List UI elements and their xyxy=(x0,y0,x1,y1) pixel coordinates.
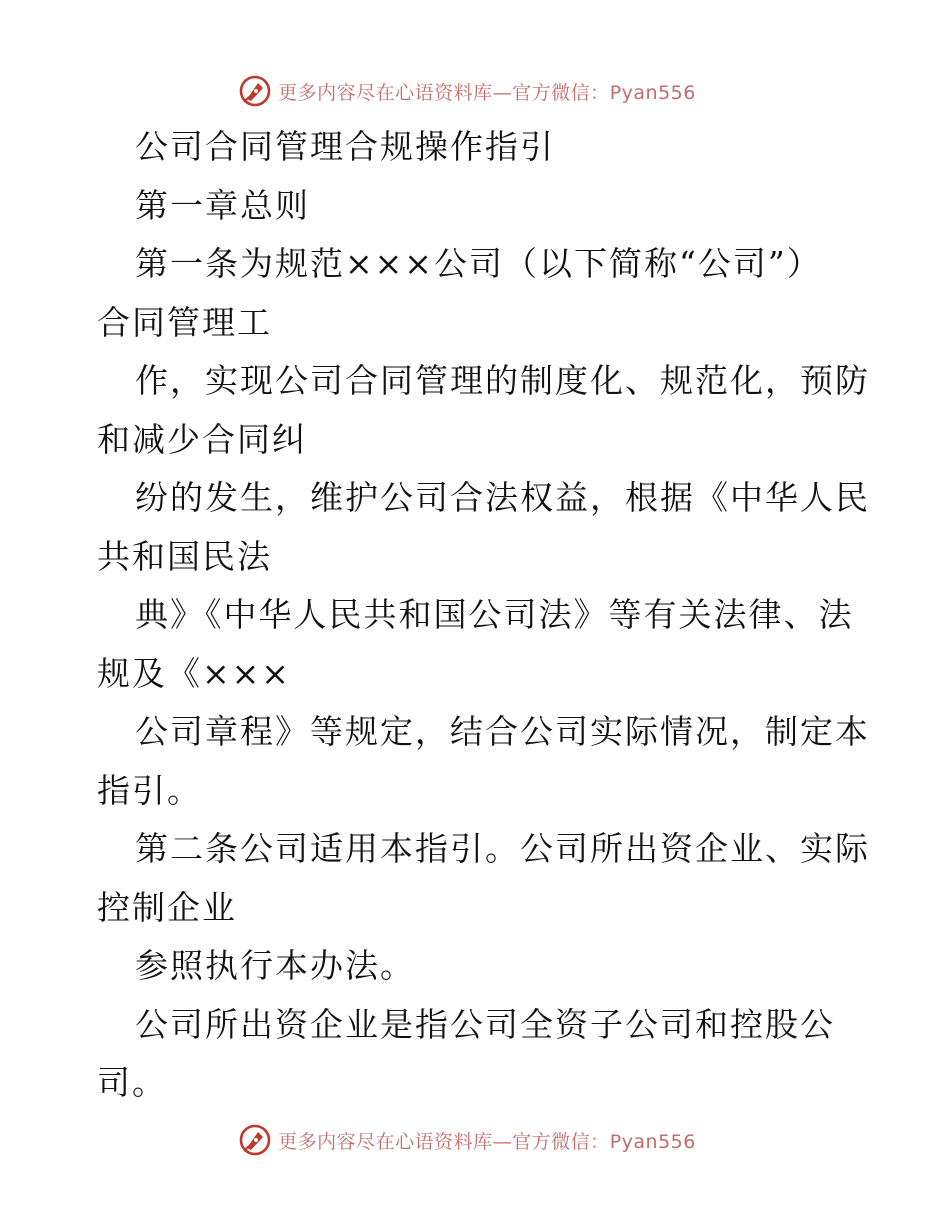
header-banner-text xyxy=(278,78,696,105)
document-line: 典》《中华人民共和国公司法》等有关法律、法 xyxy=(135,595,854,634)
header-site-text: 更多内容尽在心语资料库 xyxy=(278,81,493,104)
pen-nib-logo-icon xyxy=(238,74,272,108)
footer-site-text: 更多内容尽在心语资料库 xyxy=(278,1130,493,1153)
document-line: 指引。 xyxy=(97,770,202,810)
header-separator: — xyxy=(492,81,513,104)
document-line: 司。 xyxy=(97,1063,167,1102)
document-line: 公司章程》等规定，结合公司实际情况，制定本 xyxy=(135,712,870,751)
document-line: 第一章总则 xyxy=(135,185,310,225)
document-line: 纷的发生，维护公司合法权益，根据《中华人民 xyxy=(135,478,870,517)
document-line: 第一条为规范×××公司（以下简称“公司”） xyxy=(135,244,822,283)
footer-banner xyxy=(0,1118,950,1162)
document-line: 合同管理工 xyxy=(97,302,272,342)
footer-wechat-id: Pyan556 xyxy=(609,1130,696,1153)
document-line: 共和国民法 xyxy=(97,536,272,576)
footer-wechat-label: 官方微信： xyxy=(512,1130,610,1153)
document-line: 公司所出资企业是指公司全资子公司和控股公 xyxy=(135,1004,835,1044)
document-line: 第二条公司适用本指引。公司所出资企业、实际 xyxy=(135,829,870,868)
footer-banner-text xyxy=(278,1127,696,1154)
header-wechat-id: Pyan556 xyxy=(609,81,696,104)
header-banner xyxy=(0,69,950,113)
footer-separator: — xyxy=(492,1130,513,1153)
document-line: 作，实现公司合同管理的制度化、规范化，预防 xyxy=(135,361,870,400)
document-line: 公司合同管理合规操作指引 xyxy=(135,127,555,166)
header-banner-inner xyxy=(238,74,696,108)
document-body xyxy=(97,118,870,1113)
header-wechat-label: 官方微信： xyxy=(512,81,610,104)
footer-banner-inner xyxy=(238,1123,696,1157)
document-line: 参照执行本办法。 xyxy=(135,946,415,985)
document-line: 和减少合同纠 xyxy=(97,419,307,459)
document-line: 规及《××× xyxy=(97,653,291,693)
pen-nib-logo-icon xyxy=(238,1123,272,1157)
document-line: 控制企业 xyxy=(97,887,237,927)
